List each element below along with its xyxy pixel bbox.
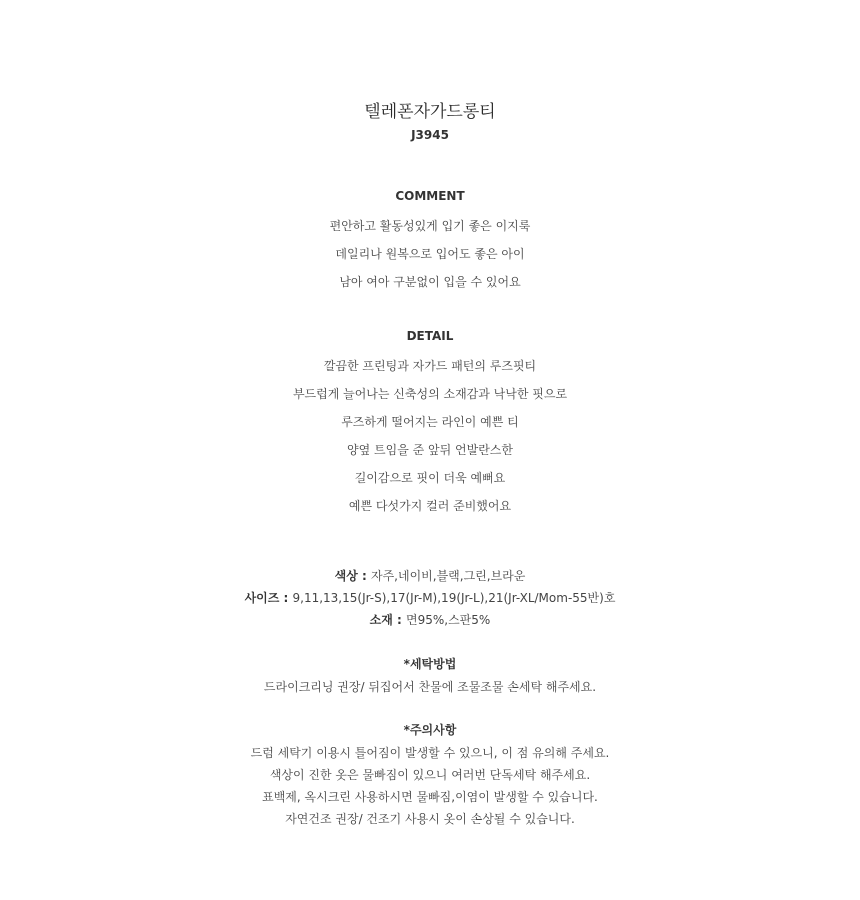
spec-size-value: 9,11,13,15(Jr-S),17(Jr-M),19(Jr-L),21(Jr-XL/Mom-55반)호 [292, 591, 616, 605]
washing-line: 드라이크리닝 권장/ 뒤집어서 찬물에 조물조물 손세탁 해주세요. [263, 680, 597, 694]
detail-line: 양옆 트임을 준 앞뒤 언발란스한 [347, 443, 513, 457]
product-title: 텔레폰자가드롱티 [364, 102, 496, 122]
spec-size [0, 589, 860, 606]
spec-size-label: 사이즈 : [244, 591, 293, 605]
comment-line: 편안하고 활동성있게 입기 좋은 이지룩 [329, 219, 531, 233]
product-code: J3945 [411, 128, 449, 142]
spec-color [0, 567, 860, 584]
caution-line: 드럼 세탁기 이용시 틀어짐이 발생할 수 있으니, 이 점 유의해 주세요. [250, 746, 610, 760]
detail-line: 예쁜 다섯가지 컬러 준비했어요 [348, 499, 512, 513]
spec-material-label: 소재 : [369, 613, 407, 627]
washing-heading: *세탁방법 [403, 657, 457, 671]
caution-heading: *주의사항 [403, 723, 457, 737]
caution-line: 자연건조 권장/ 건조기 사용시 옷이 손상될 수 있습니다. [285, 812, 575, 826]
detail-heading: DETAIL [406, 329, 454, 343]
caution-line: 색상이 진한 옷은 물빠짐이 있으니 여러번 단독세탁 해주세요. [269, 768, 591, 782]
spec-color-label: 색상 : [334, 569, 371, 583]
detail-line: 루즈하게 떨어지는 라인이 예쁜 티 [341, 415, 519, 429]
spec-material [0, 611, 860, 628]
detail-line: 깔끔한 프린팅과 자가드 패턴의 루즈핏티 [323, 359, 537, 373]
comment-heading: COMMENT [395, 189, 465, 203]
caution-line: 표백제, 옥시크린 사용하시면 물빠짐,이염이 발생할 수 있습니다. [262, 790, 598, 804]
comment-line: 남아 여아 구분없이 입을 수 있어요 [339, 275, 521, 289]
detail-line: 길이감으로 핏이 더욱 예뻐요 [354, 471, 506, 485]
spec-material-value: 면95%,스판5% [406, 613, 491, 627]
comment-line: 데일리나 원복으로 입어도 좋은 아이 [335, 247, 525, 261]
detail-line: 부드럽게 늘어나는 신축성의 소재감과 낙낙한 핏으로 [292, 387, 568, 401]
spec-color-value: 자주,네이비,블랙,그린,브라운 [370, 569, 526, 583]
